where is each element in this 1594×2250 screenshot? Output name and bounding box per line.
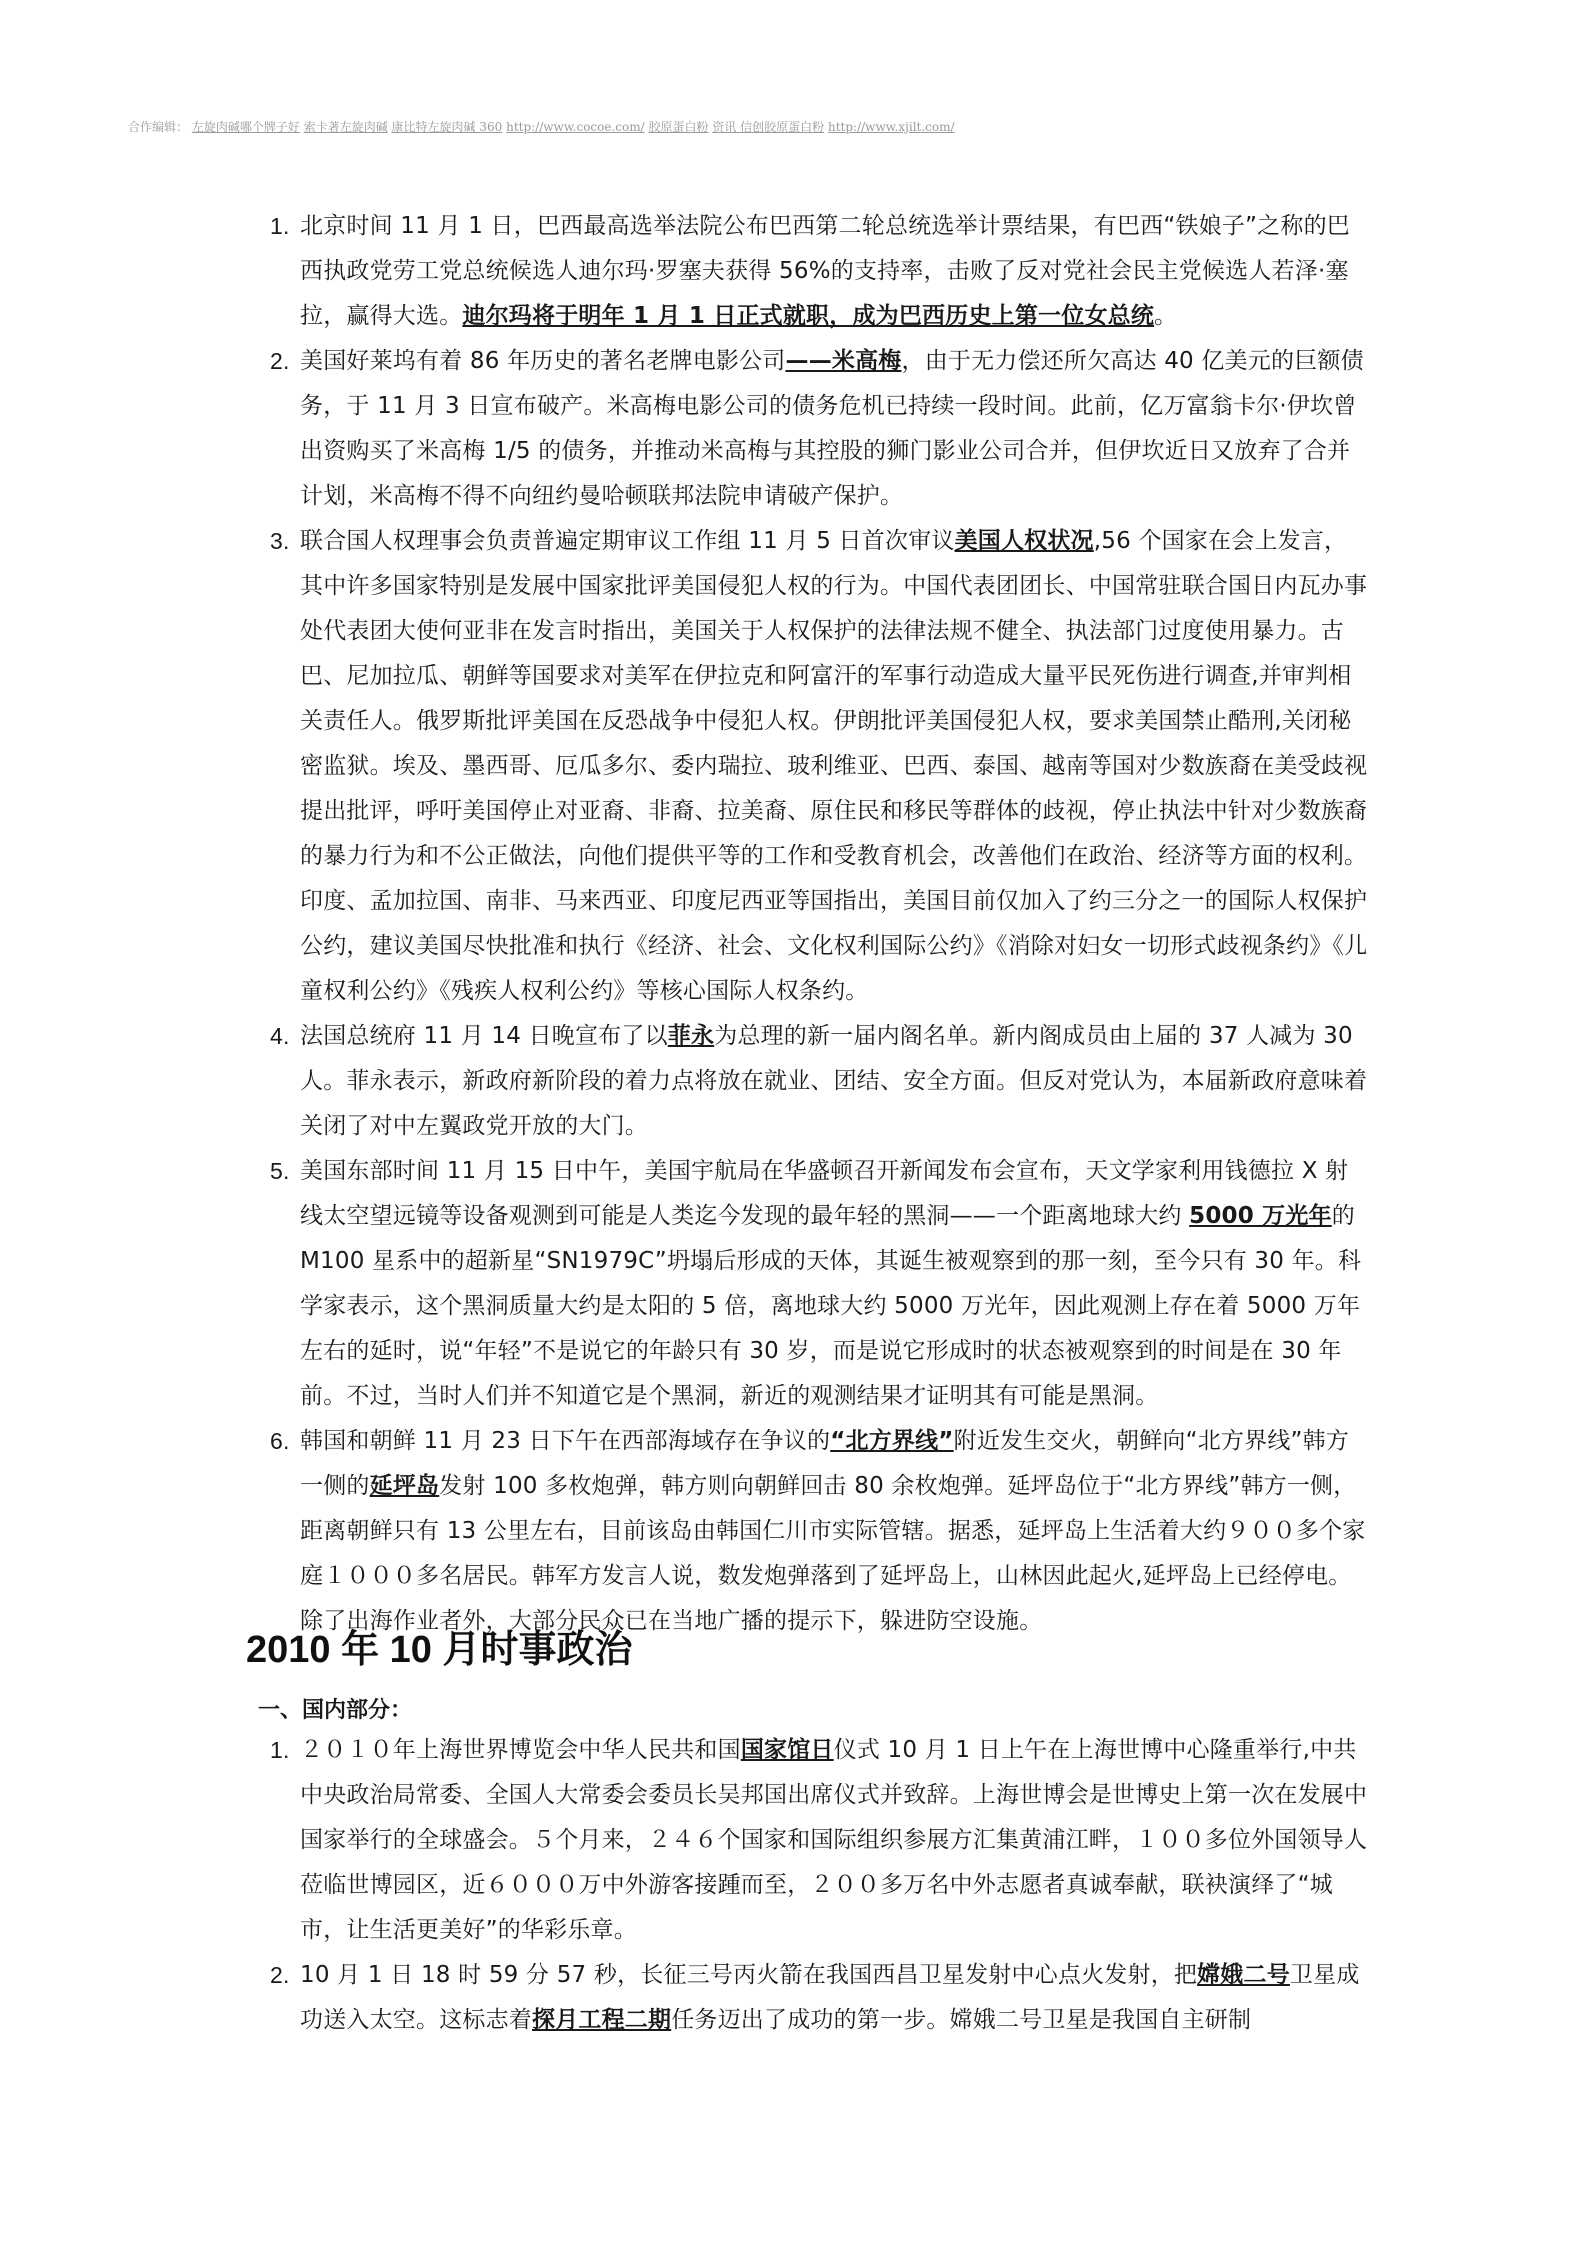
list-item-number: 4. — [270, 1023, 290, 1049]
page-header — [128, 118, 1468, 135]
list-item — [270, 204, 1370, 339]
highlighted-keyword: 5000 万光年 — [1189, 1203, 1332, 1229]
highlighted-keyword: 美国人权状况 — [954, 528, 1094, 554]
list-item — [270, 519, 1370, 1014]
header-link[interactable]: http://www.xjilt.com/ — [827, 120, 955, 134]
list-item-number: 3. — [270, 528, 290, 554]
list-item — [270, 1953, 1370, 2043]
list-item-number: 1. — [270, 213, 290, 239]
highlighted-keyword: 延坪岛 — [369, 1473, 440, 1499]
list-item — [270, 1014, 1370, 1149]
section-title: 2010 年 10 月时事政治 — [246, 1629, 633, 1671]
item-text: 任务迈出了成功的第一步。嫦娥二号卫星是我国自主研制 — [671, 2007, 1252, 2033]
subsection-title: 一、国内部分： — [258, 1698, 413, 1723]
header-link[interactable]: 康比特左旋肉碱 360 — [391, 120, 503, 134]
list-item-number: 6. — [270, 1428, 290, 1454]
item-text: ,56 个国家在会上发言，其中许多国家特别是发展中国家批评美国侵犯人权的行为。中国代表团团长、中国常驻联合国日内瓦办事处代表团大使何亚非在发言时指出，美国关于人权保护的法律法规不健全、执法部门过度使用暴力。古巴、尼加拉瓜、朝鲜等国要求对美军在伊拉克和阿富汗的军事行动造成大量平民死伤进行调查,并审判相关责任人。俄罗斯批评美国在反恐战争中侵犯人权。伊朗批评美国侵犯人权，要求美国禁止酷刑,关闭秘密监狱。埃及、墨西哥、厄瓜多尔、委内瑞拉、玻利维亚、巴西、泰国、越南等国对少数族裔在美受歧视提出批评，呼吁美国停止对亚裔、非裔、拉美裔、原住民和移民等群体的歧视，停止执法中针对少数族裔的暴力行为和不公正做法，向他们提供平等的工作和受教育机会，改善他们在政治、经济等方面的权利。印度、孟加拉国、南非、马来西亚、印度尼西亚等国指出，美国目前仅加入了约三分之一的国际人权保护公约，建议美国尽快批准和执行《经济、社会、文化权利国际公约》《消除对妇女一切形式歧视条约》《儿童权利公约》《残疾人权利公约》等核心国际人权条约。 — [300, 528, 1368, 1004]
highlighted-keyword: ——米高梅 — [785, 348, 902, 374]
header-link[interactable]: 资讯 信创胶原蛋白粉 — [712, 120, 825, 134]
item-text: 10 月 1 日 18 时 59 分 57 秒，长征三号丙火箭在我国西昌卫星发射中心点火发射，把 — [300, 1962, 1198, 1988]
item-text: 美国好莱坞有着 86 年历史的著名老牌电影公司 — [300, 348, 786, 374]
list-item-number: 5. — [270, 1158, 290, 1184]
news-list-november — [270, 204, 1370, 1644]
highlighted-keyword: 菲永 — [667, 1023, 715, 1049]
list-item — [270, 339, 1370, 519]
header-link[interactable]: 胶原蛋白粉 — [648, 120, 709, 134]
header-link[interactable]: 左旋肉碱哪个牌子好 — [191, 120, 300, 134]
list-item — [270, 1419, 1370, 1644]
list-item — [270, 1728, 1370, 1953]
item-text: 。 — [1154, 303, 1178, 329]
header-link[interactable]: http://www.cocoe.com/ — [506, 120, 645, 134]
highlighted-keyword: 探月工程二期 — [532, 2007, 672, 2033]
news-list-october-domestic — [270, 1728, 1370, 2043]
item-text: 法国总统府 11 月 14 日晚宣布了以 — [300, 1023, 668, 1049]
item-text: 为总理的新一届内阁名单。新内阁成员由上届的 37 人减为 30 人。菲永表示，新政府新阶段的着力点将放在就业、团结、安全方面。但反对党认为，本届新政府意味着关闭了对中左翼政党开放的大门。 — [300, 1023, 1368, 1139]
item-text: 北京时间 11 月 1 日，巴西最高选举法院公布巴西第二轮总统选举计票结果，有巴西“铁娘子”之称的巴西执政党劳工党总统候选人迪尔玛·罗塞夫获得 56%的支持率，击败了反对党社会民主党候选人若泽·塞拉，赢得大选。 — [300, 213, 1350, 329]
item-text: 仪式 10 月 1 日上午在上海世博中心隆重举行,中共中央政治局常委、全国人大常委会委员长吴邦国出席仪式并致辞。上海世博会是世博史上第一次在发展中国家举行的全球盛会。５个月来，２４６个国家和国际组织参展方汇集黄浦江畔，１００多位外国领导人莅临世博园区，近６０００万中外游客接踵而至，２００多万名中外志愿者真诚奉献，联袂演绎了“城市，让生活更美好”的华彩乐章。 — [300, 1737, 1368, 1943]
item-text: ２０１０年上海世界博览会中华人民共和国 — [300, 1737, 741, 1763]
list-item — [270, 1149, 1370, 1419]
item-text: 发射 100 多枚炮弹，韩方则向朝鲜回击 80 余枚炮弹。延坪岛位于“北方界线”韩方一侧，距离朝鲜只有 13 公里左右，目前该岛由韩国仁川市实际管辖。据悉，延坪岛上生活着大约９００多个家庭１０００多名居民。韩军方发言人说，数发炮弹落到了延坪岛上，山林因此起火,延坪岛上已经停电。除了出海作业者外，大部分民众已在当地广播的提示下，躲进防空设施。 — [300, 1473, 1366, 1634]
item-text: 韩国和朝鲜 11 月 23 日下午在西部海域存在争议的 — [300, 1428, 831, 1454]
list-item-number: 2. — [270, 1962, 290, 1988]
highlighted-keyword: 国家馆日 — [740, 1737, 834, 1763]
highlighted-keyword: 迪尔玛将于明年 1 月 1 日正式就职，成为巴西历史上第一位女总统 — [462, 303, 1155, 329]
list-item-number: 1. — [270, 1737, 290, 1763]
item-text: 附近发生交火，朝鲜向“北方界线”韩方一侧的 — [300, 1428, 1350, 1499]
header-link[interactable]: 索卡著左旋肉碱 — [303, 120, 388, 134]
highlighted-keyword: 嫦娥二号 — [1197, 1962, 1290, 1988]
item-text: ，由于无力偿还所欠高达 40 亿美元的巨额债务，于 11 月 3 日宣布破产。米高梅电影公司的债务危机已持续一段时间。此前，亿万富翁卡尔·伊坎曾出资购买了米高梅 1/5 的债务，并推动米高梅与其控股的狮门影业公司合并，但伊坎近日又放弃了合并计划，米高梅不得不向纽约曼哈顿联邦法院申请破产保护。 — [300, 348, 1364, 509]
highlighted-keyword: “北方界线” — [830, 1428, 954, 1454]
list-item-number: 2. — [270, 348, 290, 374]
item-text: 联合国人权理事会负责普遍定期审议工作组 11 月 5 日首次审议 — [300, 528, 955, 554]
item-text: 卫星成功送入太空。这标志着 — [300, 1962, 1360, 2033]
item-text: 美国东部时间 11 月 15 日中午，美国宇航局在华盛顿召开新闻发布会宣布，天文学家利用钱德拉 X 射线太空望远镜等设备观测到可能是人类迄今发现的最年轻的黑洞——一个距离地球大约 — [300, 1158, 1349, 1229]
header-prefix: 合作编辑： — [128, 120, 189, 134]
item-text: 的 M100 星系中的超新星“SN1979C”坍塌后形成的天体，其诞生被观察到的那一刻，至今只有 30 年。科学家表示，这个黑洞质量大约是太阳的 5 倍，离地球大约 5000 万光年，因此观测上存在着 5000 万年左右的延时，说“年轻”不是说它的年龄只有 30 岁，而是说它形成时的状态被观察到的时间是在 30 年前。不过，当时人们并不知道它是个黑洞，新近的观测结果才证明其有可能是黑洞。 — [300, 1203, 1362, 1409]
